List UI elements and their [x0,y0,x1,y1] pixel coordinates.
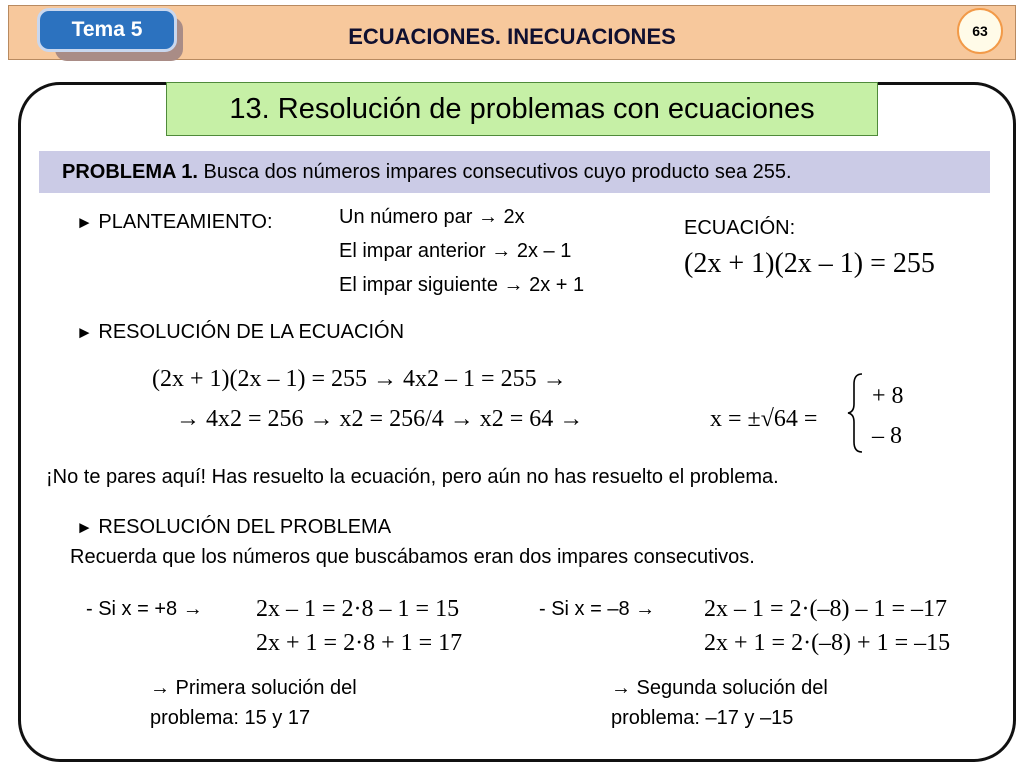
warning-text: ¡No te pares aquí! Has resuelto la ecuación, pero aún no has resuelto el problema. [46,466,779,488]
planteamiento-line1: Un número par → 2x [339,206,525,228]
section-title: 13. Resolución de problemas con ecuaciones [166,82,878,136]
case-plus-conclusion1: → Primera solución del [150,677,357,699]
problem-text: Busca dos números impares consecutivos cuyo producto sea 255. [197,160,792,183]
header-title: ECUACIONES. INECUACIONES [348,24,676,49]
solution-minus: – 8 [872,423,902,449]
planteamiento-label: PLANTEAMIENTO: [98,211,273,233]
case-minus-conclusion2: problema: –17 y –15 [611,707,794,729]
case-minus-prefix: - Si x = –8 → [539,598,656,620]
solution-plus: + 8 [872,383,904,409]
case-minus-conclusion1: → Segunda solución del [611,677,828,699]
bullet-triangle-icon: ► [76,213,93,232]
problem-box [39,151,990,193]
case-plus-prefix: - Si x = +8 → [86,598,203,620]
planteamiento-line2: El impar anterior → 2x – 1 [339,240,572,262]
bullet-triangle-icon: ► [76,323,93,342]
bullet-triangle-icon: ► [76,518,93,537]
resolucion-problema-label: RESOLUCIÓN DEL PROBLEMA [98,516,392,538]
ecuacion-label: ECUACIÓN: [684,217,796,239]
resolucion-problema-heading [76,516,391,539]
root-expression: x = ±√64 = [710,406,818,432]
problem-label: PROBLEMA 1. [62,160,198,183]
case-plus-line2: 2x + 1 = 2·8 + 1 = 17 [256,630,463,656]
tema-badge: Tema 5 [37,8,177,52]
equation-step1: (2x + 1)(2x – 1) = 255 → 4x2 – 1 = 255 → [152,366,567,392]
resolucion-ecuacion-heading [76,321,404,344]
planteamiento-line3: El impar siguiente → 2x + 1 [339,274,585,296]
resolucion-problema-text: Recuerda que los números que buscábamos eran dos impares consecutivos. [70,546,755,568]
equation-step2: → 4x2 = 256 → x2 = 256/4 → x2 = 64 → [176,406,584,432]
resolucion-ecuacion-label: RESOLUCIÓN DE LA ECUACIÓN [98,321,405,343]
case-plus-line1: 2x – 1 = 2·8 – 1 = 15 [256,596,460,622]
page-number: 63 [957,8,1003,54]
case-plus-conclusion2: problema: 15 y 17 [150,707,311,729]
ecuacion-formula: (2x + 1)(2x – 1) = 255 [684,248,935,279]
case-minus-line2: 2x + 1 = 2·(–8) + 1 = –15 [704,630,951,656]
case-minus-line1: 2x – 1 = 2·(–8) – 1 = –17 [704,596,948,622]
planteamiento-heading [76,211,273,234]
left-brace-icon [846,372,866,454]
